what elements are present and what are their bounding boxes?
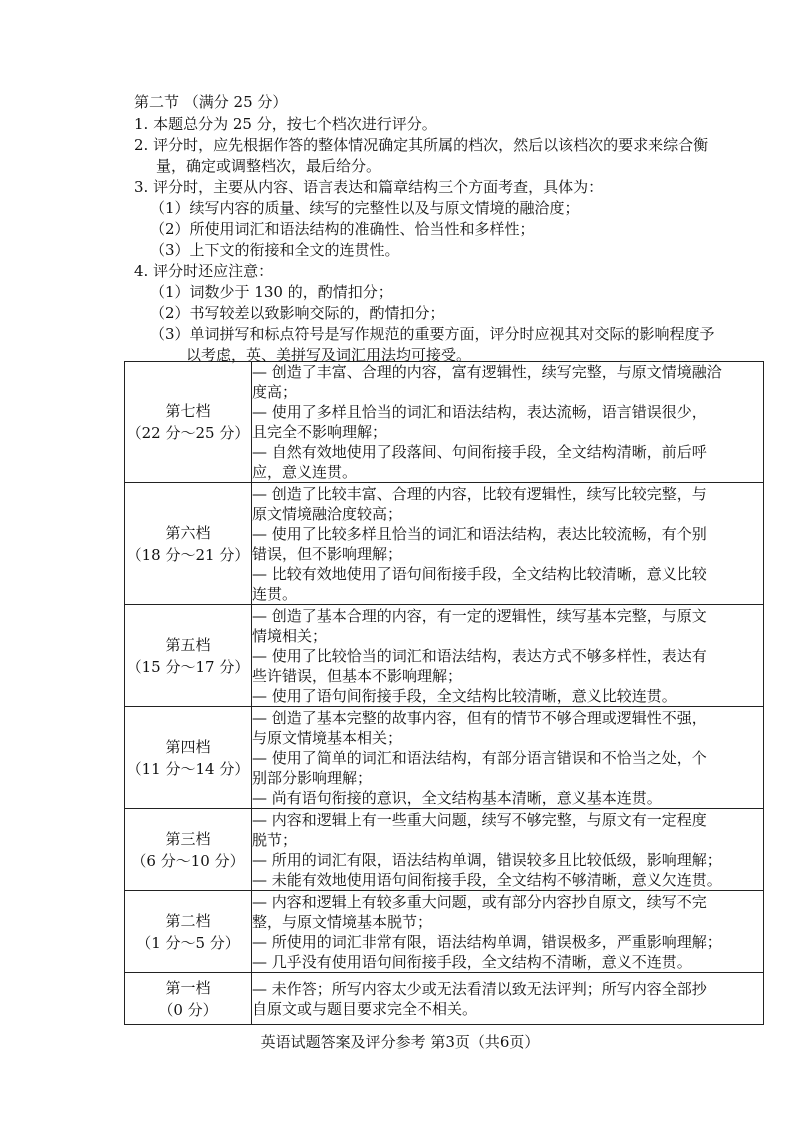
criterion-line: 且完全不影响理解；	[252, 423, 388, 441]
criterion-line: 别部分影响理解；	[252, 768, 373, 787]
grade-row	[125, 605, 764, 707]
grade-level-cell	[125, 483, 252, 605]
rule-1-line: 1. 本题总分为 25 分，按七个档次进行评分。	[134, 115, 437, 133]
criterion-line: — 使用了比较恰当的词汇和语法结构，表达方式不够多样性，表达有	[252, 646, 707, 665]
grade-name: 第七档	[165, 402, 211, 420]
grade-score-range: （11 分～14 分）	[126, 759, 250, 778]
grade-name: 第三档	[165, 829, 211, 848]
grade-description-cell	[252, 605, 764, 707]
grade-row	[125, 483, 764, 605]
grade-name: 第五档	[165, 635, 211, 654]
criterion-line: 错误，但不影响理解；	[252, 544, 403, 563]
criterion-line: — 使用了简单的词汇和语法结构，有部分语言错误和不恰当之处，个	[252, 748, 707, 767]
grade-level-cell	[125, 973, 252, 1025]
criterion-line: 情境相关；	[252, 626, 328, 645]
criterion-line: — 内容和逻辑上有较多重大问题，或有部分内容抄自原文，续写不完	[252, 892, 707, 911]
grade-score-range: （18 分～21 分）	[126, 545, 250, 564]
rule-2-line: 2. 评分时，应先根据作答的整体情况确定其所属的档次，然后以该档次的要求来综合衡	[134, 136, 709, 154]
criterion-line: — 尚有语句衔接的意识，全文结构基本清晰，意义基本连贯。	[252, 788, 662, 807]
criterion-line: — 几乎没有使用语句间衔接手段，全文结构不清晰，意义不连贯。	[252, 952, 692, 971]
grade-row	[125, 973, 764, 1025]
criterion-line: — 比较有效地使用了语句间衔接手段，全文结构比较清晰，意义比较	[252, 564, 707, 583]
criterion-line: — 使用了比较多样且恰当的词汇和语法结构，表达比较流畅，有个别	[252, 524, 707, 543]
grade-description-cell	[252, 891, 764, 973]
criterion-line: — 所用的词汇有限，语法结构单调，错误较多且比较低级，影响理解；	[252, 850, 722, 869]
grade-row	[125, 809, 764, 891]
rule-3-sub-3: （3）上下文的衔接和全文的连贯性。	[150, 241, 400, 259]
grade-score-range: （15 分～17 分）	[126, 657, 250, 676]
criterion-line: — 创造了基本完整的故事内容，但有的情节不够合理或逻辑性不强，	[252, 708, 707, 727]
grade-level-cell	[125, 809, 252, 891]
grade-name: 第二档	[165, 911, 211, 930]
criterion-line: — 所使用的词汇非常有限，语法结构单调，错误极多，严重影响理解；	[252, 932, 722, 951]
grade-level-cell	[125, 707, 252, 809]
criterion-line: 与原文情境基本相关；	[252, 728, 403, 747]
rule-4-sub-2: （2）书写较差以致影响交际的，酌情扣分；	[150, 304, 445, 322]
criterion-line: 应，意义连贯。	[252, 463, 358, 481]
criterion-line: — 创造了比较丰富、合理的内容，比较有逻辑性，续写比较完整，与	[252, 484, 707, 503]
rule-3-line: 3. 评分时，主要从内容、语言表达和篇章结构三个方面考查，具体为：	[134, 178, 604, 196]
rule-4-sub-3: 以考虑，英、美拼写及词汇用法均可接受。	[186, 346, 472, 364]
criterion-line: 度高；	[252, 383, 298, 401]
criterion-line: — 内容和逻辑上有一些重大问题，续写不够完整，与原文有一定程度	[252, 810, 707, 829]
criterion-line: 些许错误，但基本不影响理解；	[252, 666, 463, 685]
criterion-line: — 使用了多样且恰当的词汇和语法结构，表达流畅，语言错误很少，	[252, 403, 707, 421]
criterion-line: — 未作答；所写内容太少或无法看清以致无法评判；所写内容全部抄	[252, 979, 707, 998]
grade-description-cell	[252, 707, 764, 809]
rule-3-sub-1: （1）续写内容的质量、续写的完整性以及与原文情境的融洽度；	[150, 199, 580, 217]
grade-row	[125, 891, 764, 973]
section-title: 第二节 （满分 25 分）	[134, 93, 288, 111]
grade-level-cell	[125, 891, 252, 973]
criterion-line: — 创造了基本合理的内容，有一定的逻辑性，续写基本完整，与原文	[252, 606, 707, 625]
criterion-line: — 自然有效地使用了段落间、句间衔接手段，全文结构清晰，前后呼	[252, 443, 707, 461]
grade-score-range: （1 分～5 分）	[136, 933, 240, 952]
page-footer: 英语试题答案及评分参考 第3页（共6页）	[260, 1033, 540, 1051]
criterion-line: — 未能有效地使用语句间衔接手段，全文结构不够清晰，意义欠连贯。	[252, 870, 722, 889]
rule-2-line: 量，确定或调整档次，最后给分。	[156, 157, 382, 175]
grade-row	[125, 362, 764, 483]
criterion-line: — 使用了语句间衔接手段，全文结构比较清晰，意义比较连贯。	[252, 686, 677, 705]
grade-name: 第一档	[165, 978, 211, 997]
rubric-table	[124, 361, 764, 1025]
rule-3-sub-2: （2）所使用词汇和语法结构的准确性、恰当性和多样性；	[150, 220, 535, 238]
grade-level-cell	[125, 605, 252, 707]
criterion-line: 连贯。	[252, 584, 298, 603]
criterion-line: 原文情境融洽度较高；	[252, 504, 403, 523]
criterion-line: 整，与原文情境基本脱节；	[252, 912, 433, 931]
rule-4-sub-1: （1）词数少于 130 的，酌情扣分；	[150, 283, 393, 301]
grade-description-cell	[252, 483, 764, 605]
grade-score-range: （6 分～10 分）	[131, 851, 245, 870]
criterion-line: 自原文或与题目要求完全不相关。	[252, 999, 478, 1018]
grade-score-range: （22 分～25 分）	[126, 424, 250, 442]
grade-description-cell	[252, 362, 764, 483]
grade-description-cell	[252, 973, 764, 1025]
grade-score-range: （0 分）	[158, 1000, 218, 1019]
grade-name: 第四档	[165, 737, 211, 756]
grade-row	[125, 707, 764, 809]
grade-name: 第六档	[165, 523, 211, 542]
rule-4-line: 4. 评分时还应注意：	[134, 262, 274, 280]
criterion-line: — 创造了丰富、合理的内容，富有逻辑性，续写完整，与原文情境融洽	[252, 363, 722, 381]
grade-description-cell	[252, 809, 764, 891]
rule-4-sub-3: （3）单词拼写和标点符号是写作规范的重要方面，评分时应视其对交际的影响程度予	[150, 325, 715, 343]
grade-level-cell	[125, 362, 252, 483]
criterion-line: 脱节；	[252, 830, 298, 849]
